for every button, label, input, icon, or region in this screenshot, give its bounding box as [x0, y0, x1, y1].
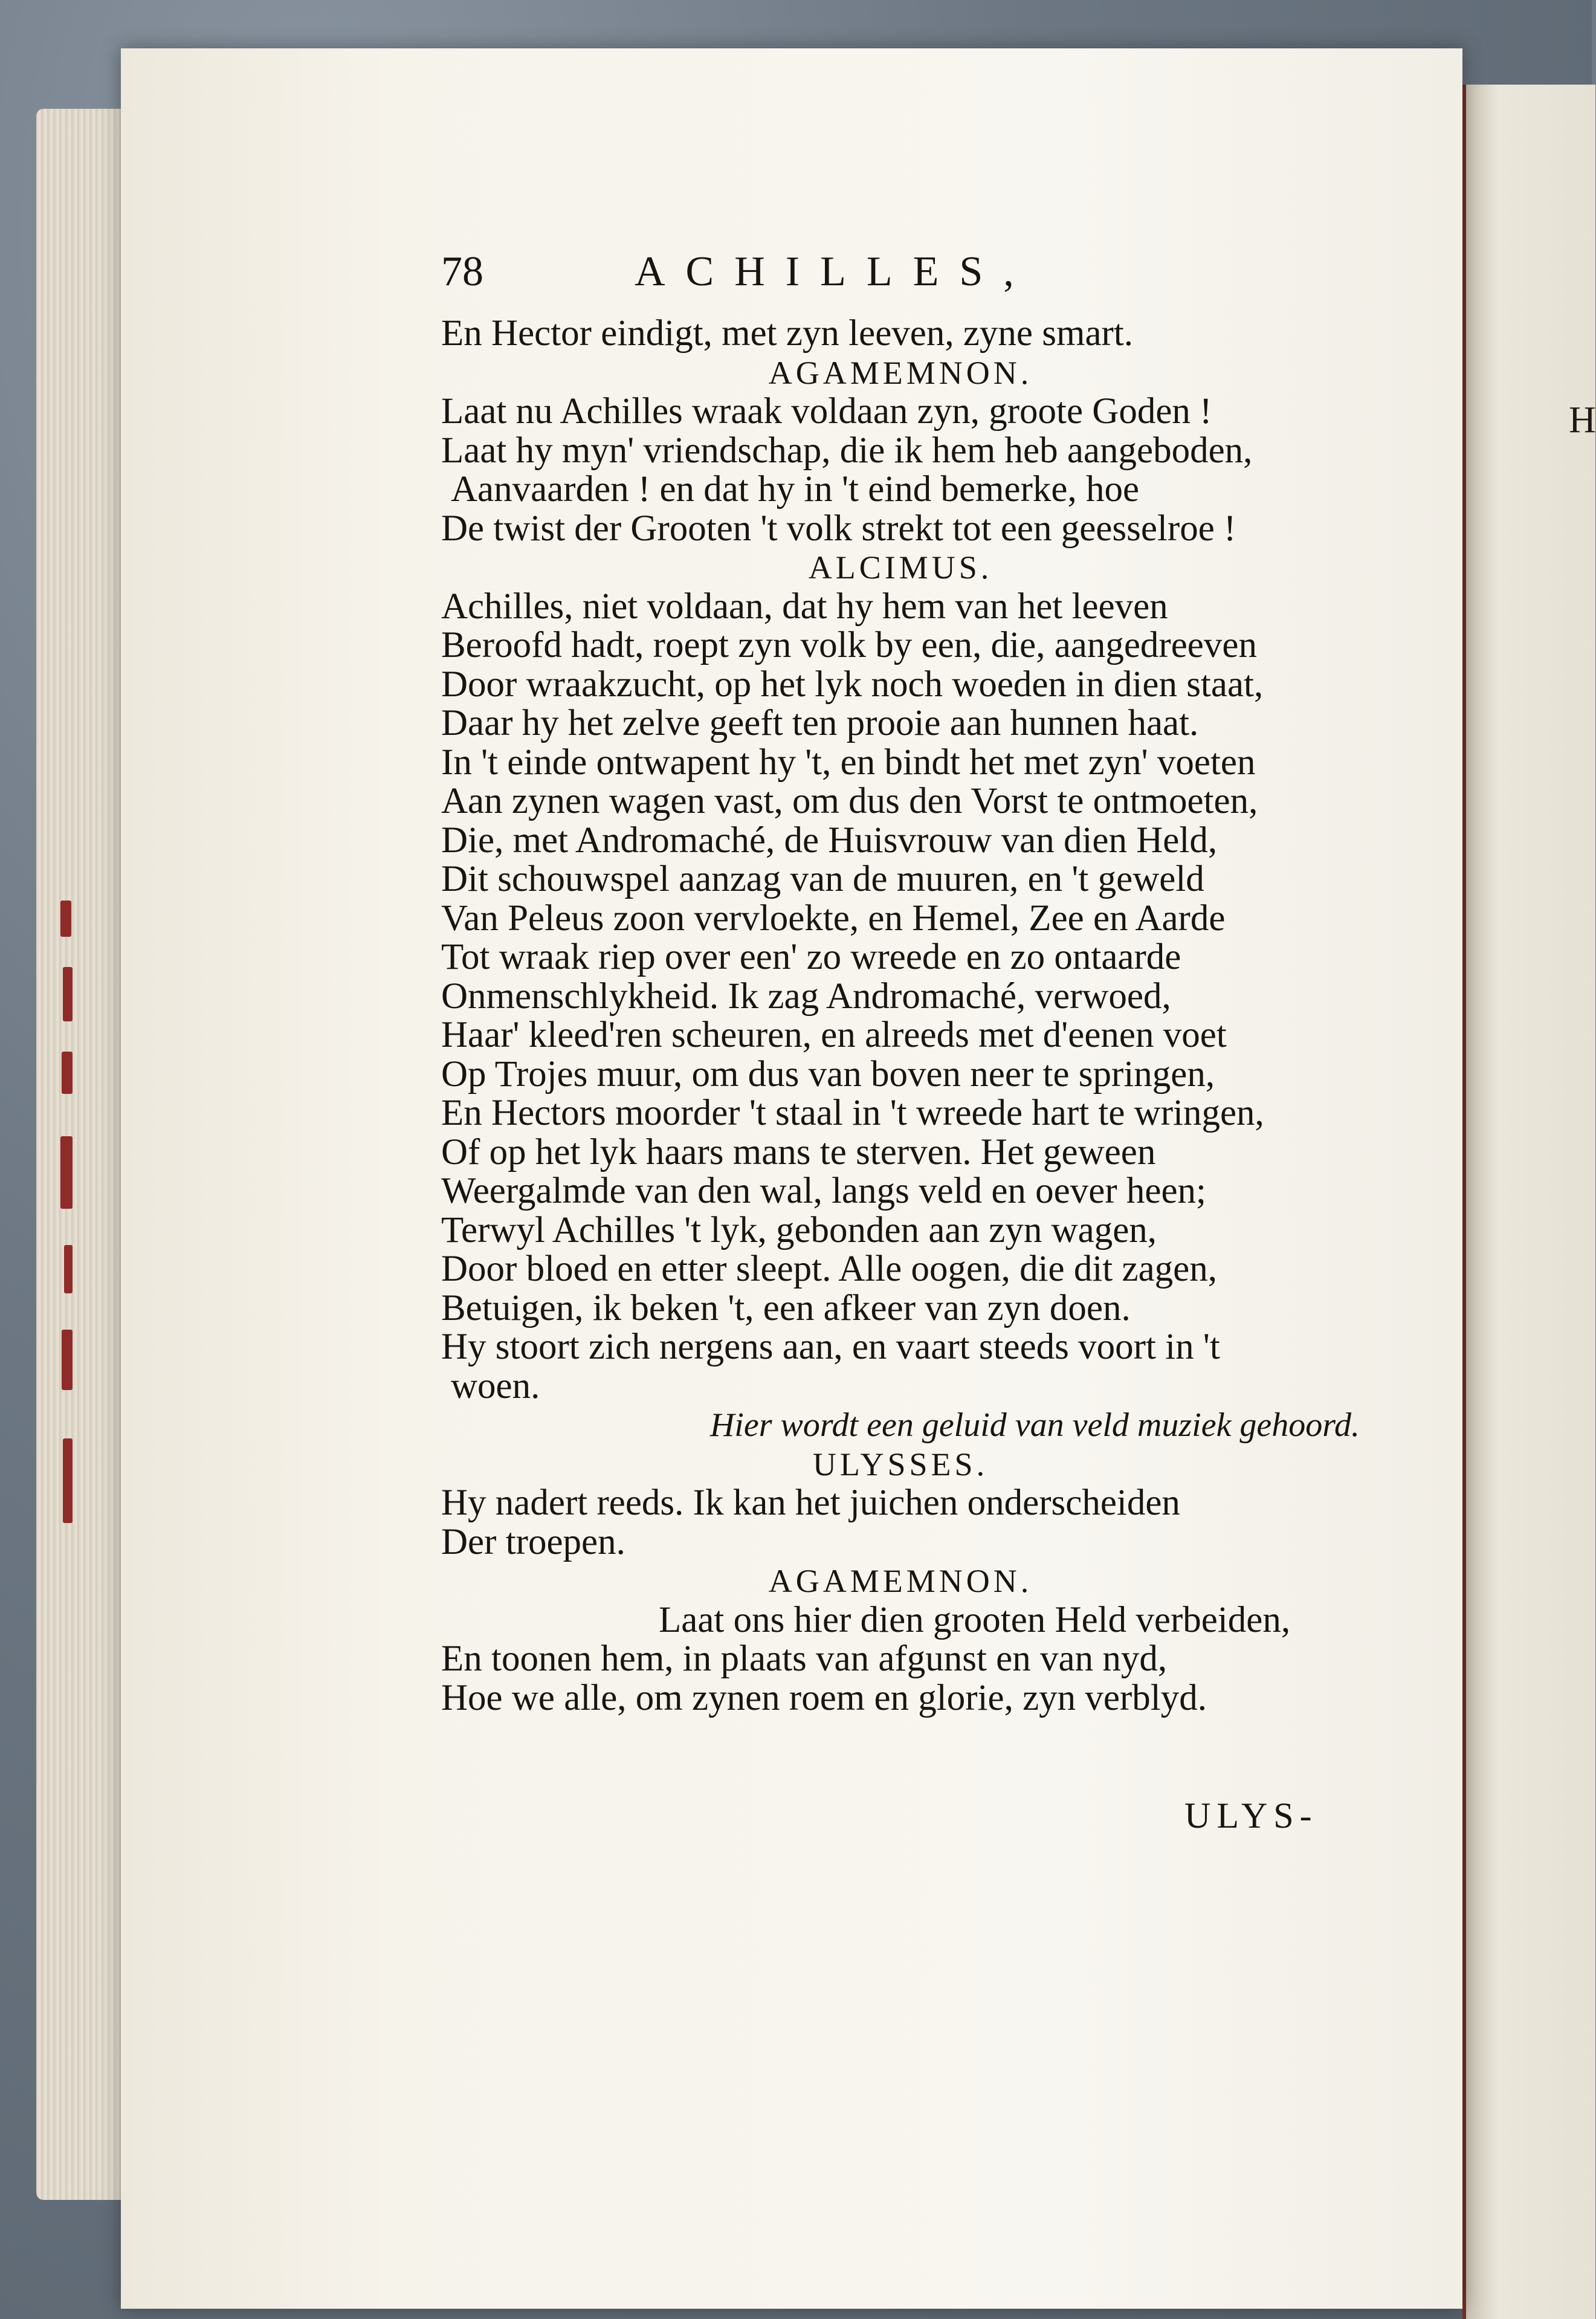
verse-line: Op Trojes muur, om dus van boven neer te springen,: [441, 1053, 1215, 1095]
verse-line: woen.: [451, 1365, 540, 1406]
verse-line: Haar' kleed'ren scheuren, en alreeds met d'eenen voet: [441, 1015, 1227, 1055]
verse-line: Die, met Andromaché, de Huisvrouw van dien Held,: [441, 820, 1218, 861]
book-page: [121, 48, 1462, 2309]
verse-line: Der troepen.: [441, 1521, 625, 1562]
right-facing-page: [1462, 85, 1595, 2319]
verse-line: Tot wraak riep over een' zo wreede en zo ontaarde: [441, 937, 1181, 977]
verse-line: Aanvaarden ! en dat hy in 't eind bemerke, hoe: [451, 469, 1140, 509]
stage-direction: Hier wordt een geluid van veld muziek gehoord.: [709, 1406, 1360, 1444]
catchword: ULYS-: [1184, 1796, 1318, 1835]
verse-line: En toonen hem, in plaats van afgunst en van nyd,: [441, 1638, 1168, 1679]
right-page-letter: H: [1569, 399, 1596, 441]
red-edge-mark: [60, 1136, 73, 1209]
verse-line: Daar hy het zelve geeft ten prooie aan hunnen haat.: [441, 703, 1199, 743]
verse-line: Achilles, niet voldaan, dat hy hem van het leeven: [441, 586, 1168, 627]
verse-line: Of op het lyk haars mans te sterven. Het geween: [441, 1131, 1156, 1172]
red-edge-mark: [60, 901, 71, 937]
verse-line: Door wraakzucht, op het lyk noch woeden in dien staat,: [441, 664, 1264, 705]
speaker-heading: ALCIMUS.: [808, 549, 993, 586]
verse-line: De twist der Grooten 't volk strekt tot een geesselroe !: [441, 508, 1236, 549]
verse-line: Aan zynen wagen vast, om dus den Vorst te ontmoeten,: [441, 781, 1258, 821]
verse-line: Laat hy myn' vriendschap, die ik hem heb aangeboden,: [441, 430, 1253, 471]
verse-line: En Hector eindigt, met zyn leeven, zyne smart.: [441, 313, 1134, 354]
speaker-heading: ULYSSES.: [812, 1446, 989, 1483]
red-edge-mark: [62, 1052, 73, 1094]
verse-line: Laat ons hier dien grooten Held verbeiden,: [659, 1599, 1291, 1640]
verse-line: Beroofd hadt, roept zyn volk by een, die, aangedreeven: [441, 625, 1257, 665]
verse-line: Van Peleus zoon vervloekte, en Hemel, Zee en Aarde: [441, 898, 1226, 939]
red-edge-mark: [63, 1438, 73, 1523]
red-edge-mark: [63, 967, 73, 1021]
verse-line: Onmenschlykheid. Ik zag Andromaché, verwoed,: [441, 975, 1171, 1017]
verse-line: Weergalmde van den wal, langs veld en oever heen;: [441, 1171, 1206, 1211]
verse-line: In 't einde ontwapent hy 't, en bindt het met zyn' voeten: [441, 742, 1256, 783]
verse-line: Hoe we alle, om zynen roem en glorie, zyn verblyd.: [441, 1677, 1207, 1718]
speaker-heading: AGAMEMNON.: [768, 354, 1033, 391]
verse-line: Door bloed en etter sleept. Alle oogen, die dit zagen,: [441, 1249, 1217, 1289]
verse-line: Dit schouwspel aanzag van de muuren, en 't geweld: [441, 859, 1204, 899]
speaker-heading: AGAMEMNON.: [768, 1563, 1033, 1599]
verse-line: En Hectors moorder 't staal in 't wreede hart te wringen,: [441, 1093, 1264, 1133]
verse-line: Hy nadert reeds. Ik kan het juichen onderscheiden: [441, 1483, 1180, 1523]
verse-line: Laat nu Achilles wraak voldaan zyn, groote Goden !: [441, 391, 1212, 432]
running-title: ACHILLES,: [635, 248, 1035, 295]
page-header: [441, 248, 1481, 314]
red-edge-mark: [64, 1245, 73, 1293]
page-number: 78: [441, 248, 483, 295]
page-text-block: [441, 248, 1481, 1718]
red-edge-mark: [62, 1330, 73, 1390]
verse-line: Betuigen, ik beken 't, een afkeer van zyn doen.: [441, 1287, 1131, 1328]
verse-line: Hy stoort zich nergens aan, en vaart steeds voort in 't: [441, 1327, 1220, 1367]
verse-line: Terwyl Achilles 't lyk, gebonden aan zyn wagen,: [441, 1209, 1157, 1250]
